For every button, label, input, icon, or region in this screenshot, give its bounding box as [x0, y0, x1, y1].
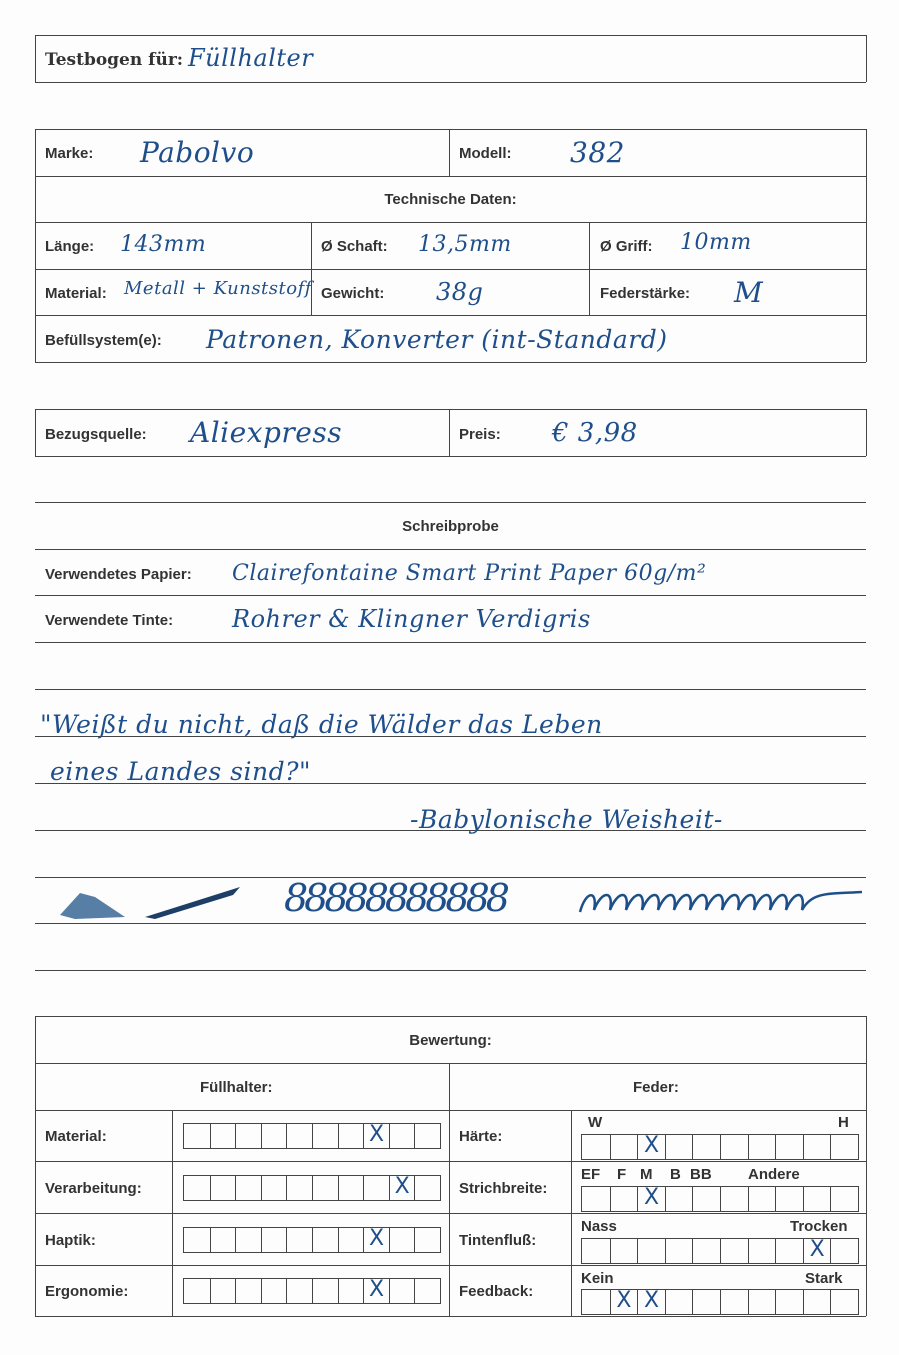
scale-cell[interactable]: [748, 1187, 749, 1211]
scale-cell[interactable]: [312, 1228, 313, 1252]
scale-step-label: Andere: [748, 1166, 800, 1183]
scale-cell[interactable]: [803, 1187, 804, 1211]
divider: [172, 1110, 173, 1316]
source-label: Bezugsquelle:: [45, 426, 147, 443]
scale-cell[interactable]: [286, 1176, 287, 1200]
pen-scale-haptik[interactable]: [183, 1227, 441, 1253]
scale-cell[interactable]: [210, 1176, 211, 1200]
scale-right-label: Stark: [805, 1270, 843, 1287]
rule: [35, 1063, 866, 1064]
model-value: 382: [570, 136, 625, 169]
rule: [35, 1016, 866, 1017]
scale-cell[interactable]: [637, 1187, 638, 1211]
scale-cell[interactable]: [235, 1176, 236, 1200]
scale-cell[interactable]: [414, 1176, 415, 1200]
frame-left: [35, 35, 36, 82]
scale-cell[interactable]: [830, 1187, 831, 1211]
rule: [35, 315, 866, 316]
rule: [35, 1110, 866, 1111]
scale-step-label: BB: [690, 1166, 712, 1183]
scale-cell[interactable]: [338, 1176, 339, 1200]
pen-scale-material[interactable]: [183, 1123, 441, 1149]
rating-mark: X: [616, 1288, 632, 1313]
grip-label: Ø Griff:: [600, 238, 653, 255]
length-label: Länge:: [45, 238, 95, 255]
scale-cell[interactable]: [210, 1228, 211, 1252]
scale-cell[interactable]: [389, 1176, 390, 1200]
scale-cell[interactable]: [338, 1228, 339, 1252]
scale-cell[interactable]: [692, 1187, 693, 1211]
scale-cell[interactable]: [261, 1279, 262, 1303]
quote-line-2: eines Landes sind?": [50, 757, 311, 786]
scale-right-label: Trocken: [790, 1218, 848, 1235]
scale-cell[interactable]: [692, 1239, 693, 1263]
scale-cell[interactable]: [665, 1135, 666, 1159]
nib-row-label: Härte:: [459, 1128, 503, 1145]
rule: [35, 642, 866, 643]
frame-right: [866, 129, 867, 176]
nib-scale-haerte[interactable]: [581, 1134, 859, 1160]
technical-title: Technische Daten:: [384, 191, 517, 208]
rating-mark: X: [394, 1174, 410, 1199]
scale-cell[interactable]: [414, 1124, 415, 1148]
scale-step-label: F: [617, 1166, 627, 1183]
scale-left-label: Nass: [581, 1218, 617, 1235]
scale-cell[interactable]: [338, 1124, 339, 1148]
rating-mark: X: [369, 1277, 385, 1302]
ink-label: Verwendete Tinte:: [45, 612, 174, 629]
scale-cell[interactable]: [363, 1279, 364, 1303]
scale-cell[interactable]: [312, 1279, 313, 1303]
scale-cell[interactable]: [692, 1290, 693, 1314]
rule: [35, 970, 866, 971]
weight-label: Gewicht:: [321, 285, 385, 302]
scale-cell[interactable]: [665, 1187, 666, 1211]
filling-label: Befüllsystem(e):: [45, 332, 162, 349]
quote-line-3: -Babylonische Weisheit-: [410, 805, 723, 834]
nib-size-value: M: [734, 276, 764, 309]
rule: [35, 269, 866, 270]
scale-cell[interactable]: [665, 1239, 666, 1263]
frame-left: [35, 129, 36, 176]
rating-mark: X: [644, 1288, 660, 1313]
header-label: Testbogen für:: [45, 50, 184, 70]
price-value: € 3,98: [552, 418, 638, 448]
scale-cell[interactable]: [312, 1124, 313, 1148]
rating-mark: X: [644, 1185, 660, 1210]
loops-sample: [576, 884, 866, 918]
rule: [35, 502, 866, 503]
scale-cell[interactable]: [610, 1187, 611, 1211]
header-value: Füllhalter: [188, 44, 314, 72]
scale-cell[interactable]: [775, 1135, 776, 1159]
pen-rating-title: Füllhalter:: [200, 1079, 273, 1096]
divider: [311, 222, 312, 315]
shaft-value: 13,5mm: [418, 232, 512, 257]
scale-cell[interactable]: [720, 1290, 721, 1314]
rule: [35, 1213, 866, 1214]
nib-rating-title: Feder:: [633, 1079, 679, 1096]
scale-cell[interactable]: [803, 1290, 804, 1314]
rule: [35, 409, 866, 410]
length-value: 143mm: [120, 232, 207, 257]
pen-row-label: Material:: [45, 1128, 107, 1145]
rating-mark: X: [369, 1226, 385, 1251]
scale-step-label: EF: [581, 1166, 601, 1183]
scale-cell[interactable]: [286, 1124, 287, 1148]
scale-cell[interactable]: [610, 1290, 611, 1314]
nib-size-label: Federstärke:: [600, 285, 691, 302]
scale-cell[interactable]: [775, 1187, 776, 1211]
paper-value: Clairefontaine Smart Print Paper 60g/m²: [232, 561, 707, 586]
nib-scale-strichbreite[interactable]: [581, 1186, 859, 1212]
rule: [35, 222, 866, 223]
pen-row-label: Ergonomie:: [45, 1283, 129, 1300]
scale-cell[interactable]: [286, 1279, 287, 1303]
ink-blot-sample: [55, 885, 255, 925]
pen-row-label: Verarbeitung:: [45, 1180, 142, 1197]
scale-cell[interactable]: [363, 1124, 364, 1148]
divider: [571, 1110, 572, 1316]
scale-cell[interactable]: [830, 1290, 831, 1314]
scale-cell[interactable]: [720, 1135, 721, 1159]
nib-row-label: Tintenfluß:: [459, 1232, 537, 1249]
price-label: Preis:: [459, 426, 501, 443]
scale-cell[interactable]: [261, 1176, 262, 1200]
scale-cell[interactable]: [210, 1279, 211, 1303]
pen-scale-verarbeitung[interactable]: [183, 1175, 441, 1201]
scale-cell[interactable]: [389, 1228, 390, 1252]
scale-left-label: W: [588, 1114, 603, 1131]
scale-cell[interactable]: [830, 1135, 831, 1159]
ink-value: Rohrer & Klingner Verdigris: [232, 605, 591, 633]
weight-value: 38g: [436, 278, 484, 306]
filling-value: Patronen, Konverter (int-Standard): [206, 325, 668, 354]
divider: [449, 129, 450, 176]
scale-cell[interactable]: [338, 1279, 339, 1303]
scale-right-label: H: [838, 1114, 849, 1131]
rule: [35, 689, 866, 690]
rule: [35, 1316, 866, 1317]
brand-label: Marke:: [45, 145, 94, 162]
scale-step-label: B: [670, 1166, 681, 1183]
scale-cell[interactable]: [235, 1228, 236, 1252]
rating-mark: X: [809, 1237, 825, 1262]
scale-cell[interactable]: [389, 1124, 390, 1148]
scale-cell[interactable]: [665, 1290, 666, 1314]
scale-cell[interactable]: [235, 1124, 236, 1148]
scale-cell[interactable]: [235, 1279, 236, 1303]
divider: [449, 1063, 450, 1316]
scale-cell[interactable]: [803, 1135, 804, 1159]
nib-scale-tintenfluss[interactable]: [581, 1238, 859, 1264]
quote-line-1: "Weißt du nicht, daß die Wälder das Leben: [40, 710, 603, 739]
frame-right: [866, 409, 867, 456]
scale-cell[interactable]: [363, 1228, 364, 1252]
divider: [589, 222, 590, 315]
scale-cell[interactable]: [775, 1290, 776, 1314]
scale-cell[interactable]: [830, 1239, 831, 1263]
source-value: Aliexpress: [190, 416, 343, 449]
scale-cell[interactable]: [286, 1228, 287, 1252]
scale-cell[interactable]: [363, 1176, 364, 1200]
scale-cell[interactable]: [261, 1228, 262, 1252]
pen-row-label: Haptik:: [45, 1232, 96, 1249]
scale-cell[interactable]: [692, 1135, 693, 1159]
rule: [35, 362, 866, 363]
rule: [35, 176, 866, 177]
rule: [35, 1265, 866, 1266]
rule: [35, 129, 866, 130]
divider: [449, 409, 450, 456]
scale-cell[interactable]: [637, 1135, 638, 1159]
scale-cell[interactable]: [748, 1239, 749, 1263]
rating-title: Bewertung:: [409, 1032, 492, 1049]
frame-right: [866, 1016, 867, 1316]
scale-cell[interactable]: [610, 1135, 611, 1159]
rule: [35, 549, 866, 550]
rule: [35, 1161, 866, 1162]
scale-cell[interactable]: [312, 1176, 313, 1200]
scale-cell[interactable]: [414, 1279, 415, 1303]
scale-step-label: M: [640, 1166, 653, 1183]
nib-row-label: Feedback:: [459, 1283, 534, 1300]
scale-cell[interactable]: [261, 1124, 262, 1148]
rule: [35, 456, 866, 457]
scale-cell[interactable]: [210, 1124, 211, 1148]
scale-cell[interactable]: [748, 1290, 749, 1314]
nib-scale-feedback[interactable]: [581, 1289, 859, 1315]
scale-cell[interactable]: [389, 1279, 390, 1303]
scale-cell[interactable]: [748, 1135, 749, 1159]
scale-cell[interactable]: [720, 1239, 721, 1263]
rating-mark: X: [644, 1133, 660, 1158]
material-label: Material:: [45, 285, 107, 302]
scale-cell[interactable]: [720, 1187, 721, 1211]
scale-cell[interactable]: [775, 1239, 776, 1263]
eights-sample: 88888888888: [284, 876, 506, 920]
rule: [35, 82, 866, 83]
paper-label: Verwendetes Papier:: [45, 566, 192, 583]
grip-value: 10mm: [680, 230, 752, 255]
brand-value: Pabolvo: [140, 136, 255, 169]
rating-mark: X: [369, 1122, 385, 1147]
model-label: Modell:: [459, 145, 512, 162]
scale-left-label: Kein: [581, 1270, 614, 1287]
scale-cell[interactable]: [803, 1239, 804, 1263]
rule: [35, 35, 866, 36]
rule: [35, 595, 866, 596]
frame-left: [35, 409, 36, 456]
frame-left: [35, 1016, 36, 1316]
pen-scale-ergonomie[interactable]: [183, 1278, 441, 1304]
nib-row-label: Strichbreite:: [459, 1180, 548, 1197]
scale-cell[interactable]: [414, 1228, 415, 1252]
scale-cell[interactable]: [637, 1239, 638, 1263]
frame-right: [866, 176, 867, 362]
frame-right: [866, 35, 867, 82]
scale-cell[interactable]: [610, 1239, 611, 1263]
shaft-label: Ø Schaft:: [321, 238, 388, 255]
material-value: Metall + Kunststoff: [124, 278, 312, 299]
scale-cell[interactable]: [637, 1290, 638, 1314]
writing-title: Schreibprobe: [402, 518, 499, 535]
